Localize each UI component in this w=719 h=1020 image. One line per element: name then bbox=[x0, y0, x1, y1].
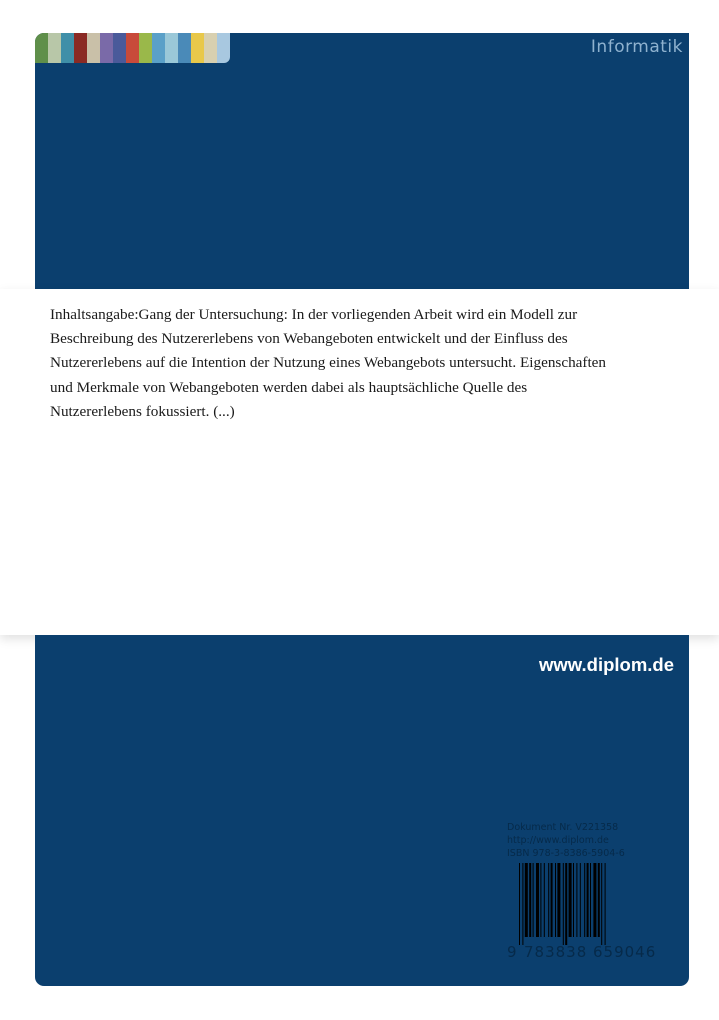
document-url[interactable]: http://www.diplom.de bbox=[507, 835, 609, 846]
color-stripe bbox=[217, 33, 230, 63]
color-stripe bbox=[139, 33, 152, 63]
color-stripe bbox=[204, 33, 217, 63]
cover-bottom-panel bbox=[35, 635, 689, 986]
isbn-barcode bbox=[507, 863, 675, 967]
isbn-text: ISBN 978-3-8386-5904-6 bbox=[507, 848, 625, 859]
color-stripe bbox=[100, 33, 113, 63]
color-stripe bbox=[74, 33, 87, 63]
color-stripes bbox=[35, 33, 230, 63]
publisher-website[interactable]: www.diplom.de bbox=[539, 654, 674, 675]
category-label: Informatik bbox=[590, 37, 683, 57]
color-stripe bbox=[152, 33, 165, 63]
color-stripe bbox=[113, 33, 126, 63]
color-stripe bbox=[48, 33, 61, 63]
barcode-digits-group2: 659046 bbox=[593, 943, 657, 961]
color-stripe bbox=[165, 33, 178, 63]
color-stripe bbox=[178, 33, 191, 63]
barcode-bars-icon bbox=[517, 863, 675, 945]
color-stripe bbox=[35, 33, 48, 63]
color-stripe bbox=[191, 33, 204, 63]
document-number: Dokument Nr. V221358 bbox=[507, 822, 619, 833]
abstract-text: Inhaltsangabe:Gang der Untersuchung: In der vorliegenden Arbeit wird ein Modell zur Beschreibung des Nutzererlebens von Webangeboten entwickelt und der Einfluss des Nutzererlebens auf die Intention der Nutzung eines Webangebots untersucht. Eigenschaften und Merkmale von Webangeboten werden dabei als hauptsächliche Quelle des Nutzererlebens fokussiert. (...) bbox=[50, 306, 607, 420]
color-stripe bbox=[61, 33, 74, 63]
barcode-digits-group1: 783838 bbox=[524, 943, 588, 961]
cover-top-panel bbox=[35, 33, 689, 289]
barcode-digit-first: 9 bbox=[507, 943, 518, 961]
document-info bbox=[507, 821, 625, 860]
color-stripe bbox=[126, 33, 139, 63]
color-stripe bbox=[87, 33, 100, 63]
